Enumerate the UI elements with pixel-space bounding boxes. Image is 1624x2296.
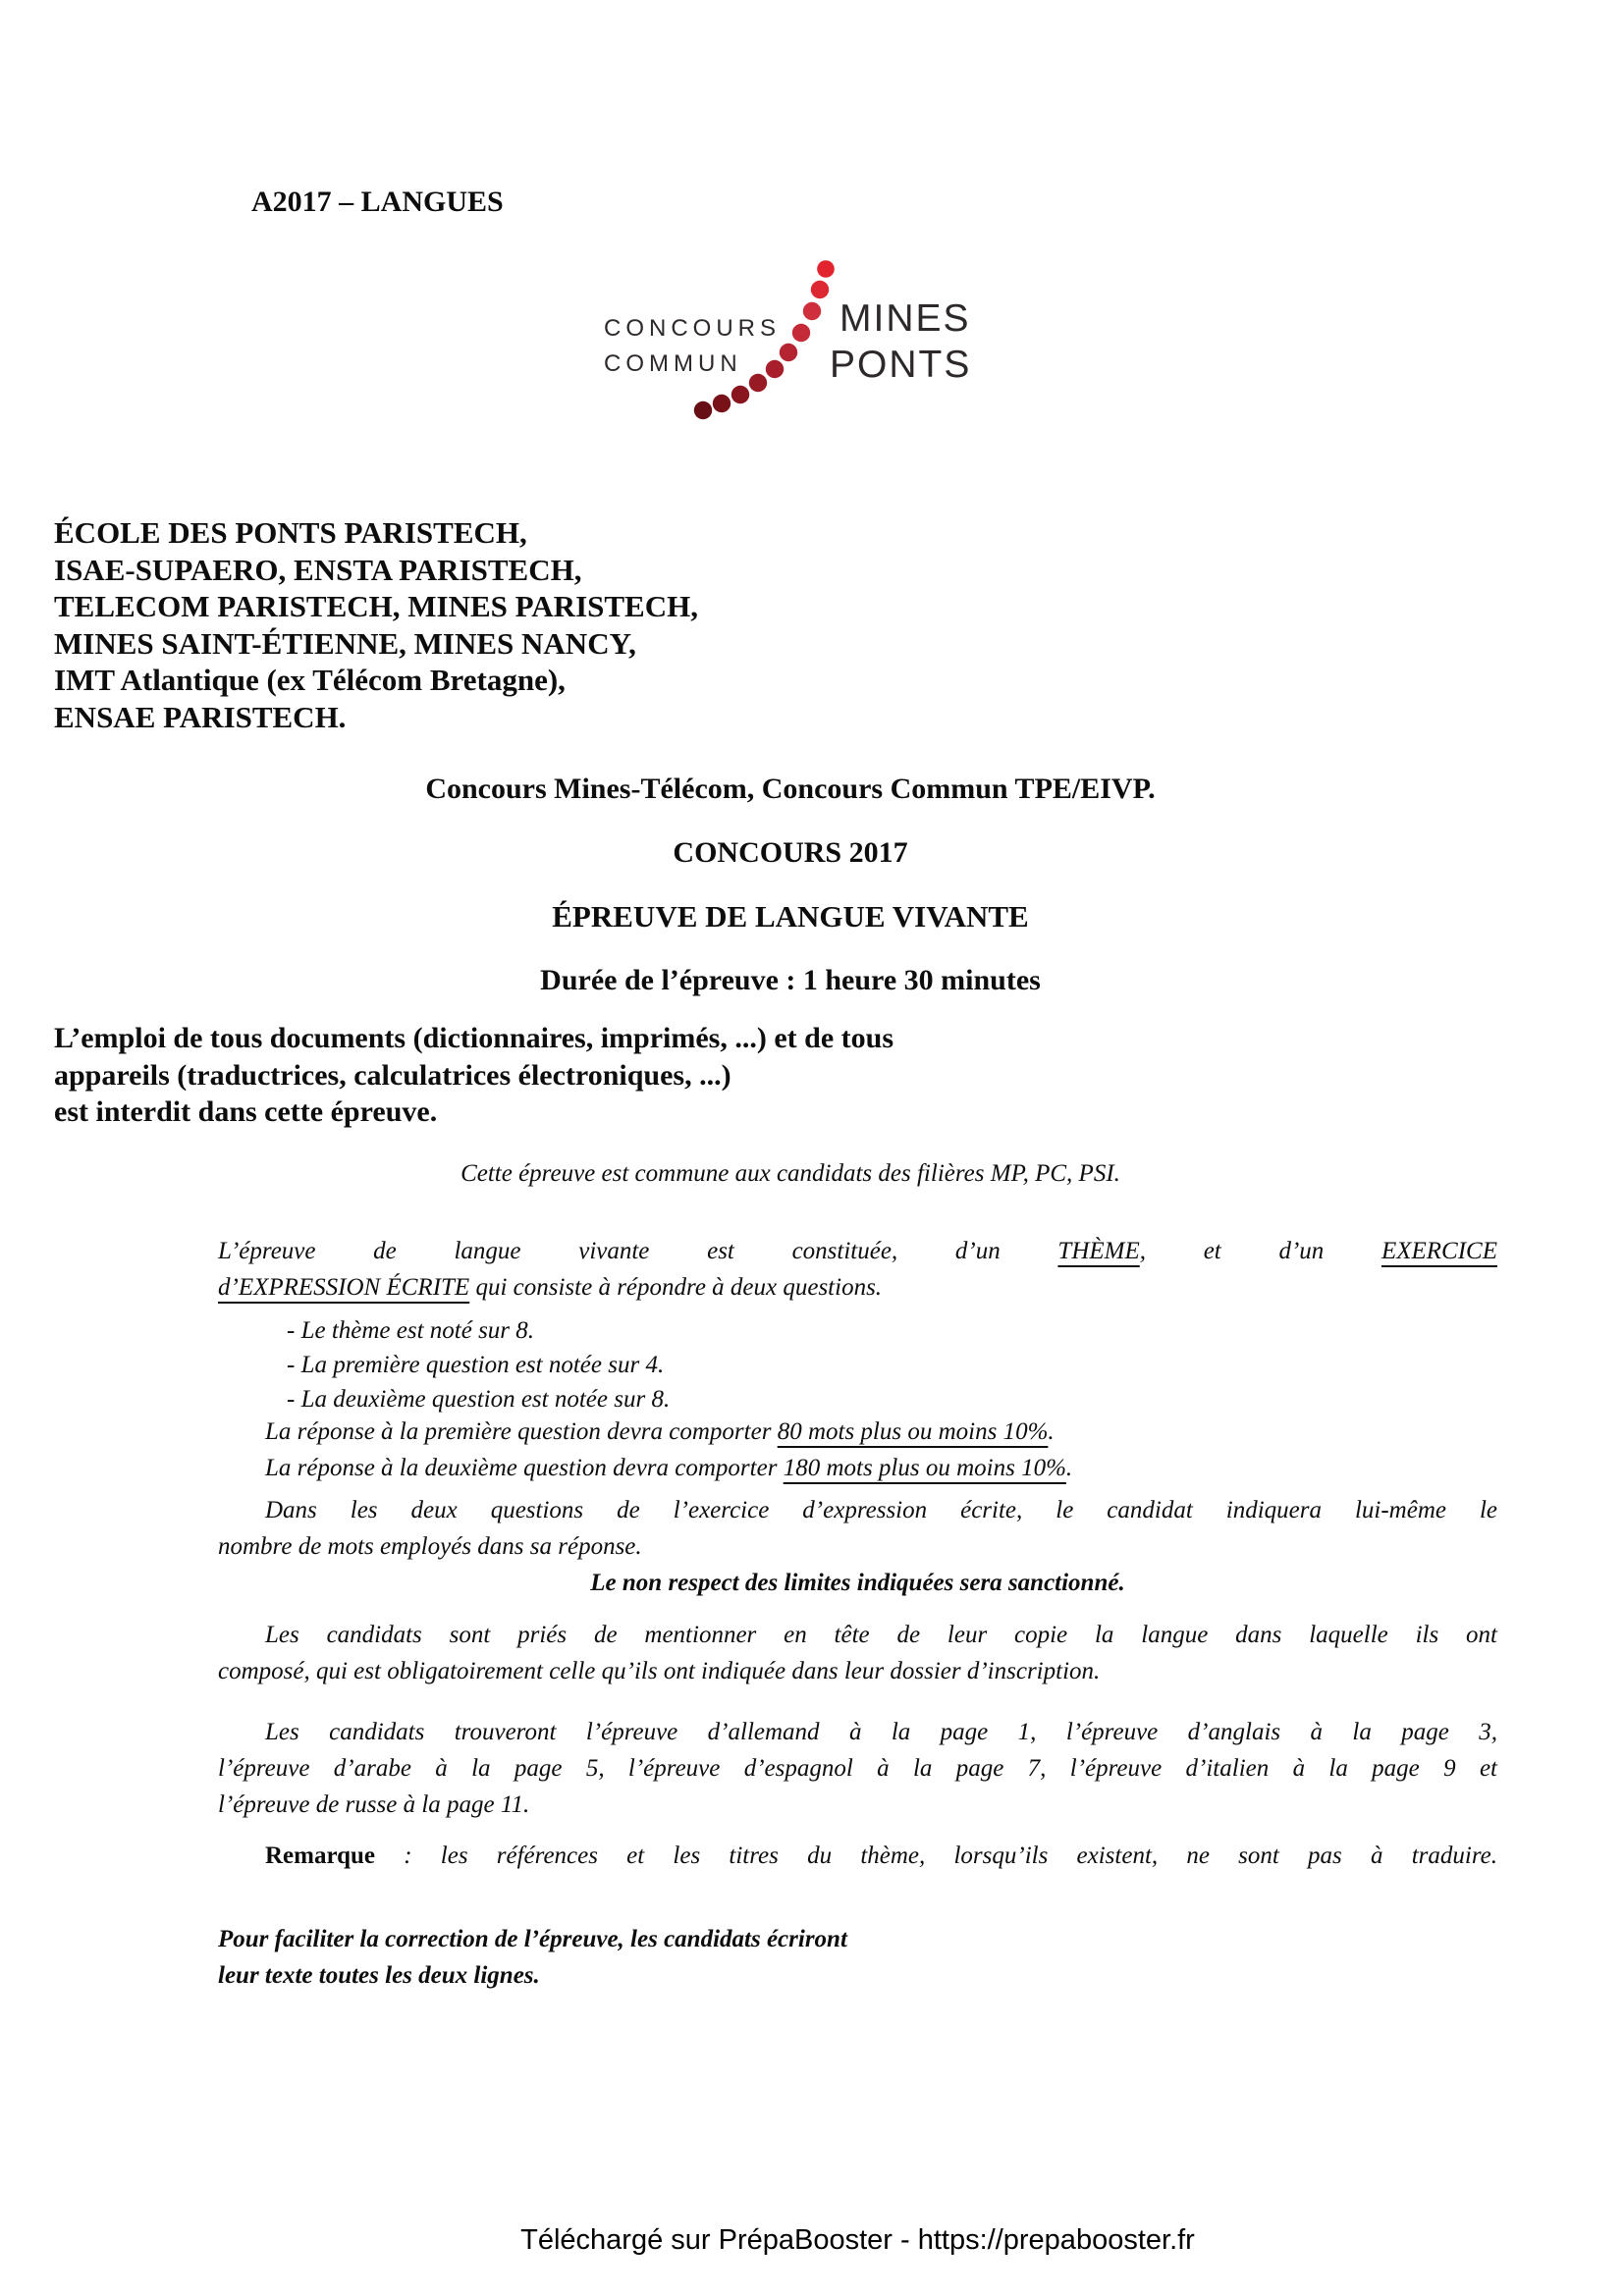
sanction-warning: Le non respect des limites indiquées sera sanctionné. bbox=[590, 1570, 1125, 1596]
text-line bbox=[218, 1714, 1497, 1750]
text-run: nombre de mots employés dans sa réponse. bbox=[218, 1533, 642, 1560]
text-run: . bbox=[1048, 1418, 1055, 1445]
logo-dot bbox=[713, 395, 731, 412]
text-line: ENSAE PARISTECH. bbox=[54, 699, 347, 734]
logo-text-ponts: PONTS bbox=[830, 344, 972, 386]
text-run: Les candidats sont priés de mentionner en tête de leur copie la langue dans laquelle ils ont bbox=[265, 1622, 1497, 1648]
footer-credit: Téléchargé sur PrépaBooster - https://prepabooster.fr bbox=[520, 2224, 1195, 2256]
text-run: L’épreuve de langue vivante est constituée, d’un bbox=[218, 1238, 1058, 1264]
text-run: La réponse à la première question devra comporter bbox=[265, 1418, 778, 1445]
text-line bbox=[218, 1269, 1497, 1306]
text-line: ÉCOLE DES PONTS PARISTECH, bbox=[54, 515, 527, 550]
double-spacing-note bbox=[218, 1921, 1497, 1994]
logo-dot bbox=[792, 324, 810, 342]
text-line: - Le thème est noté sur 8. bbox=[287, 1317, 535, 1344]
grading-list bbox=[218, 1313, 1497, 1416]
text-line: MINES SAINT-ÉTIENNE, MINES NANCY, bbox=[54, 625, 636, 661]
text-line bbox=[218, 1653, 1497, 1689]
text-line: leur texte toutes les deux lignes. bbox=[218, 1962, 540, 1989]
text-line bbox=[218, 1492, 1497, 1528]
text-line: TELECOM PARISTECH, MINES PARISTECH, bbox=[54, 589, 698, 623]
text-run: composé, qui est obligatoirement celle qu’ils ont indiquée dans leur dossier d’inscription. bbox=[218, 1658, 1101, 1684]
language-mention-paragraph bbox=[218, 1617, 1497, 1689]
text-run: . bbox=[1065, 1455, 1073, 1481]
underlined-text: THÈME bbox=[1057, 1238, 1140, 1264]
text-line bbox=[218, 1450, 1497, 1486]
text-line: - La première question est notée sur 4. bbox=[287, 1352, 665, 1378]
text-line bbox=[218, 1528, 1497, 1565]
logo-text-mines: MINES bbox=[839, 297, 971, 340]
text-line bbox=[218, 1414, 1497, 1450]
underlined-text: d’EXPRESSION ÉCRITE bbox=[218, 1274, 470, 1301]
logo-text-concours: CONCOURS bbox=[604, 315, 782, 342]
text-line bbox=[218, 1838, 1497, 1874]
text-run: : les références et les titres du thème, lorsqu’ils existent, ne sont pas à traduire. bbox=[375, 1842, 1497, 1869]
text-line: est interdit dans cette épreuve. bbox=[54, 1095, 438, 1128]
text-line: ISAE-SUPAERO, ENSTA PARISTECH, bbox=[54, 552, 582, 587]
schools-list bbox=[54, 514, 1527, 735]
text-line bbox=[218, 1233, 1497, 1269]
logo-dot bbox=[694, 401, 712, 419]
word-count-paragraph bbox=[218, 1492, 1497, 1565]
underlined-text: 180 mots plus ou moins 10% bbox=[783, 1455, 1066, 1481]
exam-title: ÉPREUVE DE LANGUE VIVANTE bbox=[552, 899, 1029, 934]
logo-dot bbox=[731, 386, 749, 403]
text-line bbox=[218, 1617, 1497, 1653]
concours-year: CONCOURS 2017 bbox=[673, 836, 908, 869]
language-pages-paragraph bbox=[218, 1714, 1497, 1823]
text-line: Pour faciliter la correction de l’épreuve, les candidats écriront bbox=[218, 1926, 847, 1952]
intro-paragraph bbox=[218, 1233, 1497, 1306]
forbidden-materials-note bbox=[54, 1020, 1527, 1131]
text-run: l’épreuve d’arabe à la page 5, l’épreuve d’espagnol à la page 7, l’épreuve d’italien à la page 9 et bbox=[218, 1755, 1497, 1782]
text-line: - La deuxième question est notée sur 8. bbox=[287, 1386, 671, 1413]
answer-length-rules bbox=[218, 1414, 1497, 1486]
logo-text-commun: COMMUN bbox=[604, 350, 742, 377]
text-line: IMT Atlantique (ex Télécom Bretagne), bbox=[54, 663, 566, 697]
exam-duration: Durée de l’épreuve : 1 heure 30 minutes bbox=[540, 964, 1041, 996]
text-run: l’épreuve de russe à la page 11. bbox=[218, 1791, 530, 1818]
common-filieres-note: Cette épreuve est commune aux candidats des filières MP, PC, PSI. bbox=[460, 1160, 1120, 1187]
exam-code: A2017 – LANGUES bbox=[251, 186, 504, 218]
text-run: , et d’un bbox=[1139, 1238, 1381, 1264]
logo-dot bbox=[766, 360, 784, 378]
logo-dot bbox=[811, 281, 829, 298]
logo-dot bbox=[817, 260, 835, 278]
logo-dot bbox=[780, 344, 797, 361]
underlined-text: 80 mots plus ou moins 10% bbox=[777, 1418, 1049, 1445]
text-run: Dans les deux questions de l’exercice d’expression écrite, le candidat indiquera lui-même le bbox=[265, 1497, 1497, 1523]
remark-paragraph bbox=[218, 1838, 1497, 1874]
bold-text: Remarque bbox=[265, 1842, 376, 1869]
concours-mines-ponts-logo bbox=[594, 245, 987, 427]
text-run: Les candidats trouveront l’épreuve d’allemand à la page 1, l’épreuve d’anglais à la page 3, bbox=[265, 1719, 1497, 1745]
concours-line: Concours Mines-Télécom, Concours Commun TPE/EIVP. bbox=[425, 773, 1156, 805]
text-line bbox=[218, 1750, 1497, 1787]
text-line bbox=[218, 1787, 1497, 1823]
logo-dot bbox=[803, 302, 821, 320]
text-line: L’emploi de tous documents (dictionnaires, imprimés, ...) et de tous bbox=[54, 1022, 893, 1054]
underlined-text: EXERCICE bbox=[1380, 1238, 1497, 1264]
text-line: appareils (traductrices, calculatrices électroniques, ...) bbox=[54, 1058, 731, 1092]
logo-dot bbox=[749, 374, 767, 392]
text-run: La réponse à la deuxième question devra comporter bbox=[265, 1455, 784, 1481]
text-run: qui consiste à répondre à deux questions. bbox=[469, 1274, 883, 1301]
